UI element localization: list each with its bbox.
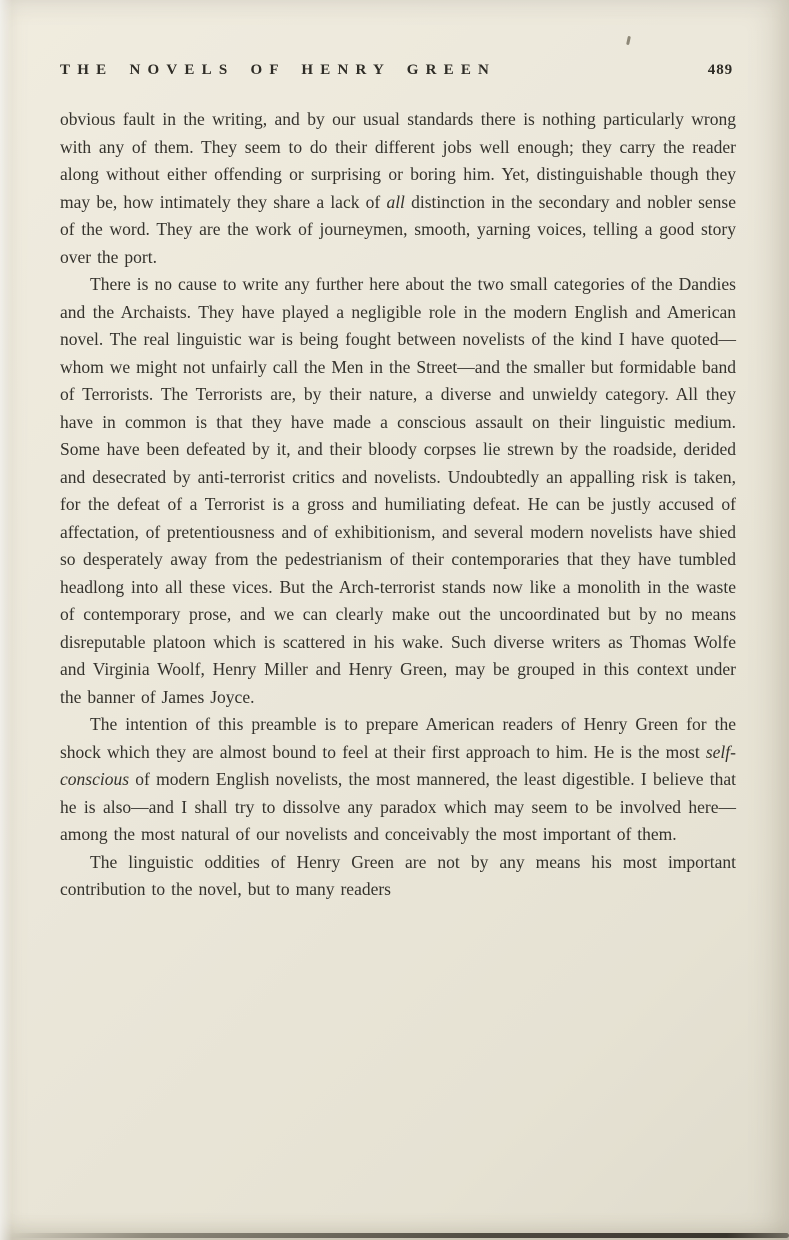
body-text: The linguistic oddities of Henry Green are not by any means his most important contribution to the novel, but to many readers xyxy=(60,851,736,899)
emphasized-text: self-conscious xyxy=(60,741,736,789)
body-text: of modern English novelists, the most mannered, the least digestible. I believe that he is also—and I shall try to dissolve any paradox which may seem to be involved here—among the most natural of our novelists and conceivably the most important of them. xyxy=(60,769,736,844)
paragraph xyxy=(60,849,736,904)
page-number: 489 xyxy=(707,62,733,78)
paragraph xyxy=(60,106,736,271)
body-text: There is no cause to write any further here about the two small categories of the Dandies and the Archaists. They have played a negligible role in the modern English and American novel. The real linguistic war is being fought between novelists of the kind I have quoted—whom we might not unfairly call the Men in the Street—and the smaller but formidable band of Terrorists. The Terrorists are, by their nature, a diverse and unwieldy category. All they have in common is that they have made a conscious assault on their linguistic medium. Some have been defeated by it, and their bloody corpses lie strewn by the roadside, derided and desecrated by anti-terrorist critics and novelists. Undoubtedly an appalling risk is taken, for the defeat of a Terrorist is a gross and humiliating defeat. He can be justly accused of affectation, of pretentiousness and of exhibitionism, and several modern novelists have shied so desperately away from the pedestrianism of their contemporaries that they have tumbled headlong into all these vices. But the Arch-terrorist stands now like a monolith in the waste of contemporary prose, and we can clearly make out the uncoordinated but by no means disreputable platoon which is scattered in his wake. Such diverse writers as Thomas Wolfe and Virginia Woolf, Henry Miller and Henry Green, may be grouped in this context under the banner of James Joyce. xyxy=(60,274,736,707)
emphasized-text: all xyxy=(386,191,405,212)
body-text: The intention of this preamble is to prepare American readers of Henry Green for the shock which they are almost bound to feel at their first approach to him. He is the most xyxy=(60,714,736,762)
page-body xyxy=(60,106,736,904)
body-text: distinction in the secondary and nobler sense of the word. They are the work of journeymen, smooth, yarning voices, telling a good story over the port. xyxy=(60,191,736,267)
body-text: obvious fault in the writing, and by our usual standards there is nothing particularly wrong with any of them. They seem to do their different jobs well enough; they carry the reader along without either offending or surprising or boring him. Yet, distinguishable though they may be, how intimately they share a lack of xyxy=(60,109,736,212)
running-header xyxy=(60,62,733,79)
paragraph xyxy=(60,271,736,711)
page-bottom-edge xyxy=(10,1233,789,1238)
paragraph xyxy=(60,711,736,849)
scan-artifact xyxy=(626,36,631,45)
header-title: THE NOVELS OF HENRY GREEN xyxy=(60,62,497,78)
